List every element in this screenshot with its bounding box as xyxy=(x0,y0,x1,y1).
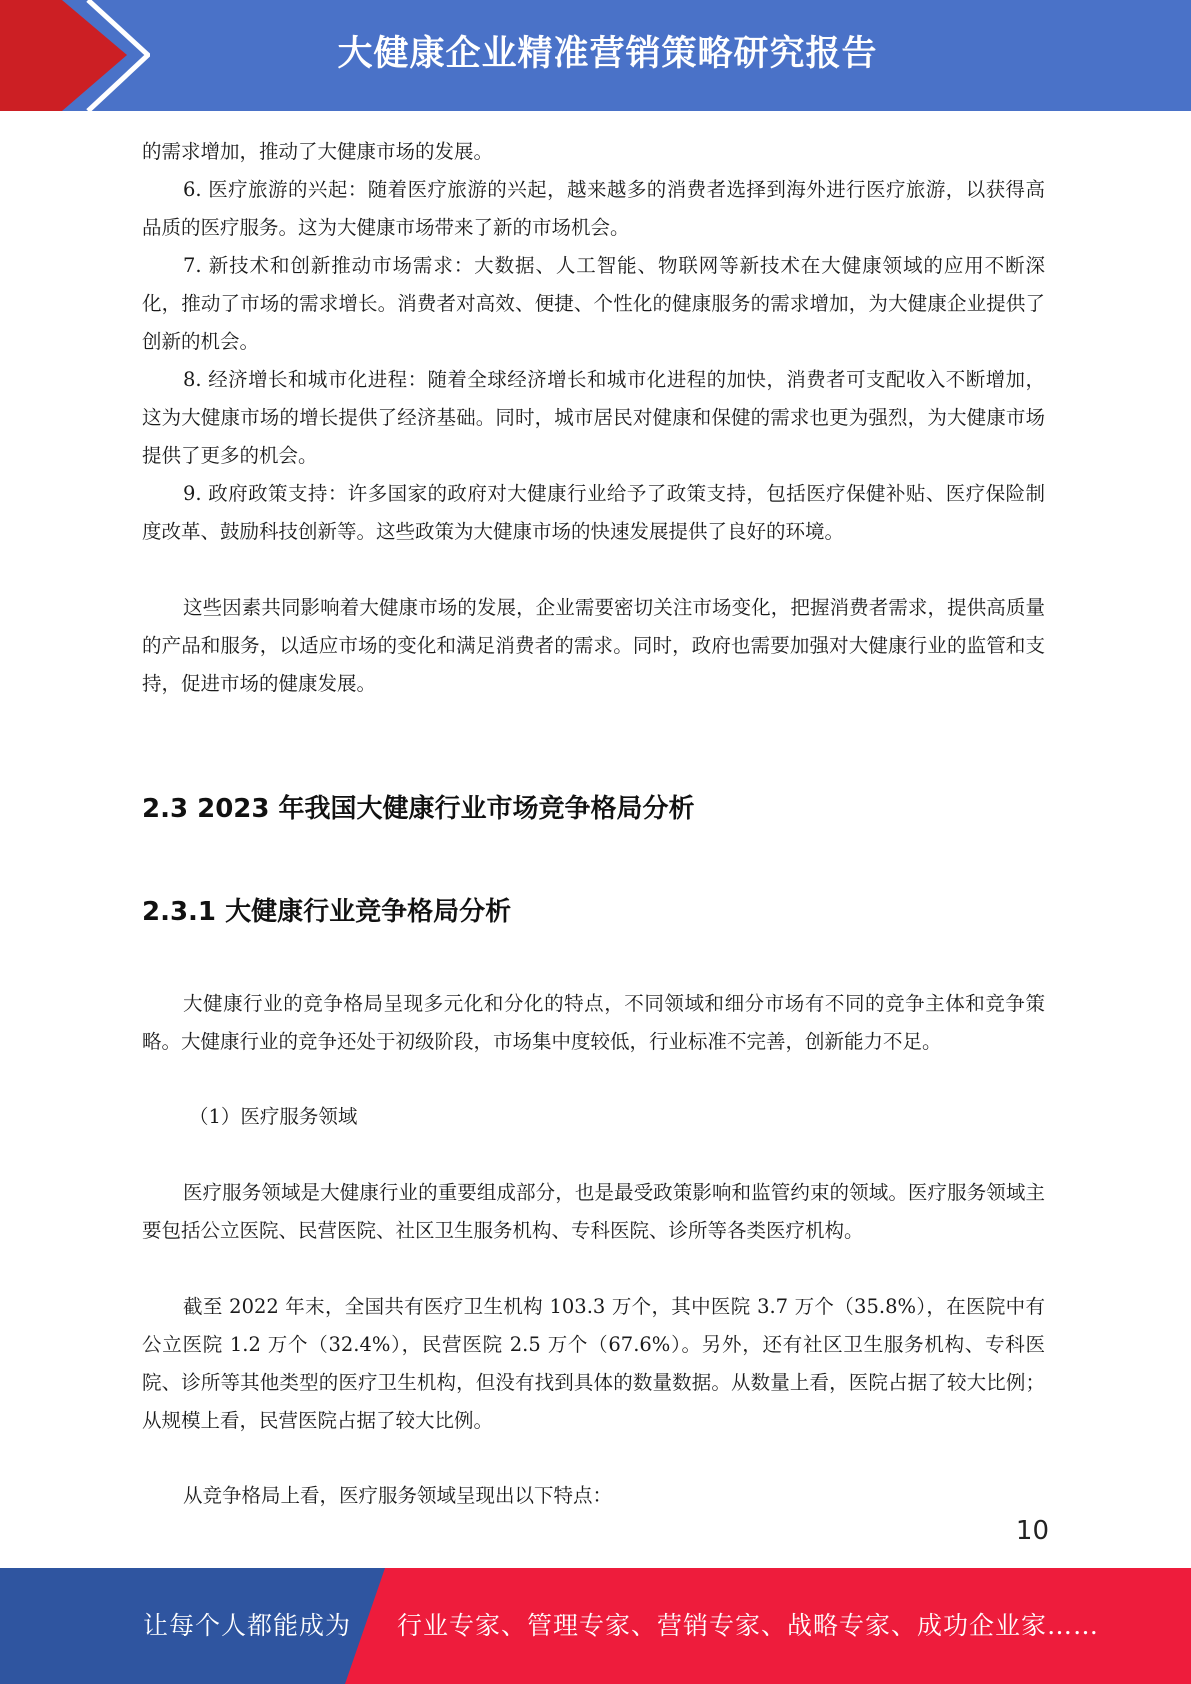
section-heading-2-3-1: 2.3.1 大健康行业竞争格局分析 xyxy=(142,897,512,927)
paragraph-item-8: 8. 经济增长和城市化进程：随着全球经济增长和城市化进程的加快，消费者可支配收入不断增加，这为大健康市场的增长提供了经济基础。同时，城市居民对健康和保健的需求也更为强烈，为大健康市场提供了更多的机会。 xyxy=(142,368,1045,467)
paragraph-features: 从竞争格局上看，医疗服务领域呈现出以下特点： xyxy=(183,1484,613,1507)
subheading-medical-services: （1）医疗服务领域 xyxy=(189,1105,358,1128)
report-title: 大健康企业精准营销策略研究报告 xyxy=(337,34,878,74)
page-number: 10 xyxy=(1015,1516,1049,1546)
paragraph-item-7: 7. 新技术和创新推动市场需求：大数据、人工智能、物联网等新技术在大健康领域的应用不断深化，推动了市场的需求增长。消费者对高效、便捷、个性化的健康服务的需求增加，为大健康企业提供了创新的机会。 xyxy=(142,254,1045,353)
paragraph-continued: 的需求增加，推动了大健康市场的发展。 xyxy=(142,140,494,163)
section-heading-2-3: 2.3 2023 年我国大健康行业市场竞争格局分析 xyxy=(142,794,695,824)
paragraph-item-6: 6. 医疗旅游的兴起：随着医疗旅游的兴起，越来越多的消费者选择到海外进行医疗旅游，以获得高品质的医疗服务。这为大健康市场带来了新的市场机会。 xyxy=(142,178,1045,239)
page-footer xyxy=(0,1568,1191,1684)
paragraph-intro: 大健康行业的竞争格局呈现多元化和分化的特点，不同领域和细分市场有不同的竞争主体和竞争策略。大健康行业的竞争还处于初级阶段，市场集中度较低，行业标准不完善，创新能力不足。 xyxy=(142,992,1045,1053)
paragraph-statistics: 截至 2022 年末，全国共有医疗卫生机构 103.3 万个，其中医院 3.7 万个（35.8%），在医院中有公立医院 1.2 万个（32.4%），民营医院 2.5 万个（67.6%）。另外，还有社区卫生服务机构、专科医院、诊所等其他类型的医疗卫生机构，但没有找到具体的数量数据。从数量上看，医院占据了较大比例；从规模上看，民营医院占据了较大比例。 xyxy=(142,1295,1045,1432)
paragraph-summary: 这些因素共同影响着大健康市场的发展，企业需要密切关注市场变化，把握消费者需求，提供高质量的产品和服务，以适应市场的变化和满足消费者的需求。同时，政府也需要加强对大健康行业的监管和支持，促进市场的健康发展。 xyxy=(142,596,1045,695)
footer-slogan-left: 让每个人都能成为 xyxy=(143,1611,352,1640)
paragraph-medical-services: 医疗服务领域是大健康行业的重要组成部分，也是最受政策影响和监管约束的领域。医疗服务领域主要包括公立医院、民营医院、社区卫生服务机构、专科医院、诊所等各类医疗机构。 xyxy=(142,1181,1045,1242)
footer-slogan-right: 行业专家、管理专家、营销专家、战略专家、成功企业家…… xyxy=(397,1611,1100,1640)
page-header xyxy=(0,0,1191,111)
paragraph-item-9: 9. 政府政策支持：许多国家的政府对大健康行业给予了政策支持，包括医疗保健补贴、医疗保险制度改革、鼓励科技创新等。这些政策为大健康市场的快速发展提供了良好的环境。 xyxy=(142,482,1045,543)
